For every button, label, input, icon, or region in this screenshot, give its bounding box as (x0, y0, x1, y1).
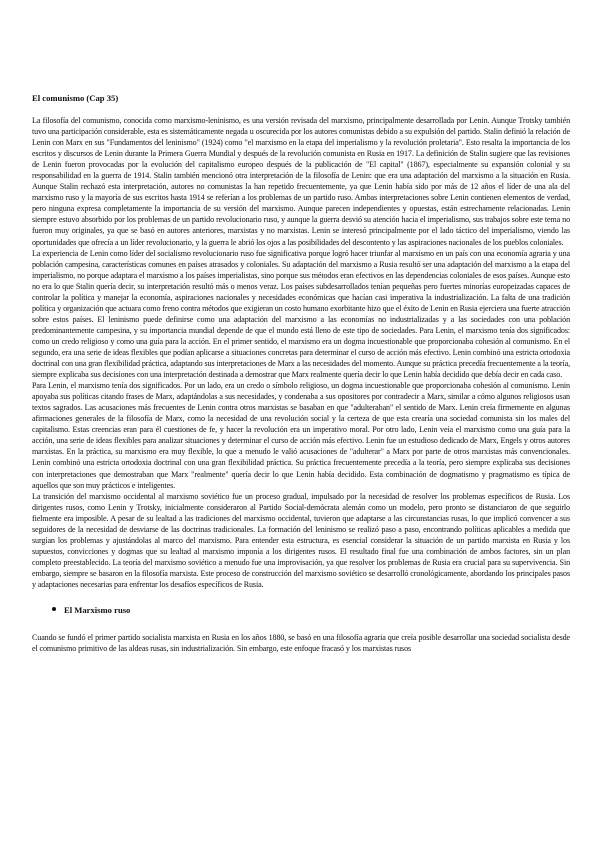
paragraph: La experiencia de Lenin como líder del socialismo revolucionario ruso fue significativa porque logró hacer triunfar al marxismo en un país con una economía agraria y una población campesina, características comunes en países atrasados y coloniales. Su adaptación del marxismo a Rusia resultó ser una adaptación del marxismo a la etapa del imperialismo, no porque adaptara el marxismo a los países imperialistas, sino porque sus métodos eran efectivos en las dependencias coloniales de esos países. Aunque esto no era lo que Stalin quería decir, su interpretación resultó más o menos veraz. Los países subdesarrollados tenían pequeñas pero fuertes minorías europeizadas capaces de controlar la política y manejar la economía, aspiraciones nacionales y necesidades económicas que hacían casi imperativa la industrialización. La falta de una tradición política y organización que actuara como freno contra métodos que exigieran un costo humano exorbitante hizo que el éxito de Lenin en Rusia ejerciera una fuerte atracción sobre estos países. El leninismo puede definirse como una adaptación del marxismo a las economías no industrializadas y a las sociedades con una población predominantemente campesina, y su importancia mundial depende de que el mundo está lleno de este tipo de sociedades. Para Lenin, el marxismo tenía dos significados: como un credo religioso y como una guía para la acción. En el primer sentido, el marxismo era un dogma incuestionable que proporcionaba cohesión al comunismo. En el segundo, era una serie de ideas flexibles que podían aplicarse a situaciones concretas para determinar el curso de acción más efectivo. Lenin combinó una estricta ortodoxia doctrinal con una gran flexibilidad práctica, adaptando sus interpretaciones de Marx a las necesidades del momento. Aunque su práctica precedía frecuentemente a la teoría, siempre explicaba sus decisiones con una interpretación destinada a demostrar que Marx realmente quería decir lo que Lenin había decidido que debía decir en cada caso. (32, 248, 570, 380)
paragraph: La filosofía del comunismo, conocida como marxismo-leninismo, es una versión revisada del marxismo, principalmente desarrollada por Lenin. Aunque Trotsky también tuvo una participación considerable, esta es sistemáticamente negada u oscurecida por los autores comunistas debido a su expulsión del partido. Stalin definió la relación de Lenin con Marx en sus "Fundamentos del leninismo" (1924) como "el marxismo en la etapa del imperialismo y la revolución proletaria". Esto resalta la importancia de los escritos y discursos de Lenin durante la Primera Guerra Mundial y después de la revolución comunista en Rusia en 1917. La definición de Stalin sugiere que las revisiones de Lenin fueron provocadas por la evolución del capitalismo europeo después de la publicación de "El capital" (1867), especialmente su expansión colonial y su responsabilidad en la guerra de 1914. Stalin también mencionó otra interpretación de la filosofía de Lenin: que era una adaptación del marxismo a la situación en Rusia. Aunque Stalin rechazó esta interpretación, autores no comunistas la han repetido frecuentemente, ya que Lenin había sido por más de 12 años el líder de una ala del marxismo ruso y la mayoría de sus escritos hasta 1914 se referían a los problemas de un partido ruso. Ambas interpretaciones sobre Lenin contienen elementos de verdad, pero ninguna expresa completamente la importancia de su versión del marxismo. Aunque parecen independientes y opuestas, están estrechamente relacionadas. Lenin siempre estuvo absorbido por los problemas de un partido revolucionario ruso, y aunque la guerra desvió su atención hacia el imperialismo, sus trabajos sobre este tema no fueron muy originales, ya que se basó en autores anteriores, marxistas y no marxistas. Lenin se interesó principalmente por el lado táctico del imperialismo, viendo las oportunidades que ofrecía a un líder revolucionario, y la guerra le abrió los ojos a las posibilidades del descontento y las aspiraciones nacionales de los pueblos coloniales. (32, 116, 570, 247)
bullet-item (32, 605, 570, 616)
paragraph: Cuando se fundó el primer partido socialista marxista en Rusia en los años 1880, se basó en una filosofía agraria que creía posible desarrollar una sociedad socialista desde el comunismo primitivo de las aldeas rusas, sin industrialización. Sin embargo, este enfoque fracasó y los marxistas rusos (32, 633, 570, 654)
subsection-heading: El Marxismo ruso (64, 605, 131, 616)
paragraph: La transición del marxismo occidental al marxismo soviético fue un proceso gradual, impulsado por la necesidad de resolver los problemas específicos de Rusia. Los dirigentes rusos, como Lenin y Trotsky, inicialmente consideraron al Partido Social-demócrata alemán como un modelo, pero pronto se distanciaron de que seguirlo fielmente era imposible. A pesar de su lealtad a las tradiciones del marxismo occidental, tuvieron que adaptarse a las circunstancias rusas, lo que implicó convencer a sus seguidores de la necesidad de desviarse de las doctrinas tradicionales. La formación del leninismo se realizó paso a paso, encontrando políticas aplicables a medida que surgían los problemas y ajustándolas al marco del marxismo. Para entender esta estructura, es esencial considerar la situación de un partido marxista en Rusia y los supuestos, convicciones y dogmas que su lealtad al marxismo imponía a los dirigentes rusos. El resultado final fue una combinación de ambos factores, sin un plan completo preestablecido. La teoría del marxismo soviético a menudo fue una improvisación, ya que resolver los problemas de Rusia era crucial para su supervivencia. Sin embargo, siempre se basaron en la filosofía marxista. Este proceso de construcción del marxismo soviético se desarrolló cronológicamente, abordando los principales pasos y adaptaciones necesarias para enfrentar los desafíos específicos de Rusia. (32, 491, 570, 589)
paragraph: Para Lenin, el marxismo tenía dos significados. Por un lado, era un credo o símbolo religioso, un dogma incuestionable que proporcionaba cohesión al comunismo. Lenin apoyaba sus políticas citando frases de Marx, adaptándolas a sus necesidades, y condenaba a sus opositores por contradecir a Marx, similar a cómo algunos religiosos usan textos sagrados. Las acusaciones más frecuentes de Lenin contra otros marxistas se basaban en que "adulteraban" el sentido de Marx. Lenin creía firmemente en algunas afirmaciones generales de la filosofía de Marx, como la necesidad de una revolución social y la certeza de que esta crearía una sociedad comunista sin los males del capitalismo. Estas creencias eran para él cuestiones de fe, y hacer la revolución era un imperativo moral. Por otro lado, Lenin veía el marxismo como una guía para la acción, una serie de ideas flexibles para analizar situaciones y determinar el curso de acción más efectivo. Lenin fue un estudioso dedicado de Marx, Engels y otros autores marxistas. En la práctica, su marxismo era muy flexible, lo que a menudo le valió acusaciones de "adulterar" a Marx por parte de otros marxistas más convencionales. Lenin combinó una estricta ortodoxia doctrinal con una gran flexibilidad práctica. Su práctica frecuentemente precedía a la teoría, pero siempre explicaba sus decisiones con interpretaciones que demostraban que Marx "realmente" quería decir lo que Lenin había decidido. Esta combinación de dogmatismo y pragmatismo es típica de aquellos que son muy prácticos e inteligentes. (32, 381, 570, 490)
document-body (32, 93, 570, 654)
bullet-icon (52, 607, 56, 611)
section-heading: El comunismo (Cap 35) (32, 93, 119, 103)
